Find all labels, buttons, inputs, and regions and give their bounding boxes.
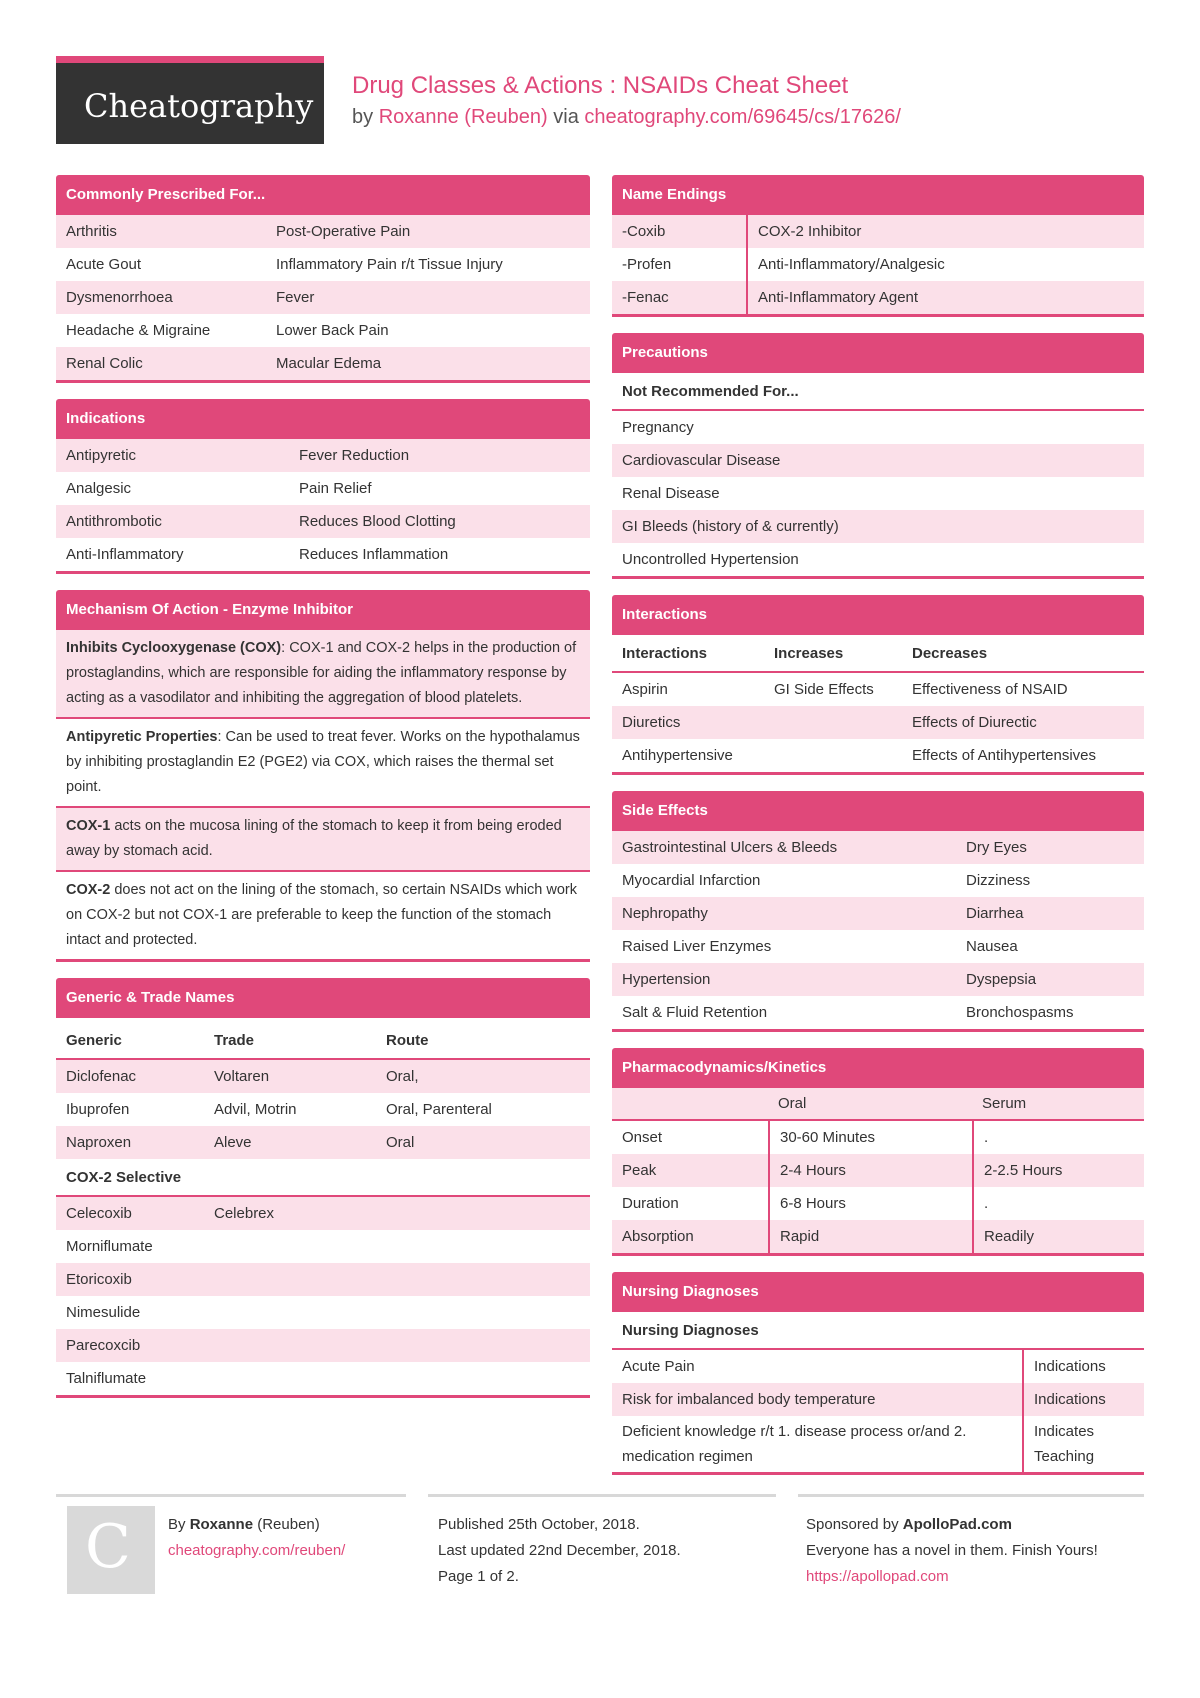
footer-divider [798,1494,1144,1497]
sheet-url-link[interactable]: cheatography.com/69645/cs/17626/ [584,106,901,128]
precautions-subheading: Not Recommended For... [612,373,1144,411]
table-row [612,673,1144,706]
pharma-box [612,1048,1144,1256]
column-header: Route [386,1031,429,1049]
precautions-box [612,333,1144,579]
table-row [56,1263,590,1296]
table-row [56,1329,590,1362]
column-header: Increases [774,644,844,662]
column-header: Generic [66,1031,122,1049]
description: does not act on the lining of the stomach, so certain NSAIDs which work on COX-2 but not COX-1 are preferable to keep the function of the stomach intact and protected. [66,882,577,948]
table-cell: GI Bleeds (history of & currently) [622,518,839,535]
table-cell: GI Side Effects [774,681,874,698]
side-effects-heading: Side Effects [612,791,1144,831]
list-item [612,444,1144,477]
table-cell: Diclofenac [66,1068,137,1085]
table-row [56,1296,590,1329]
table-cell: Voltaren [214,1068,270,1085]
table-cell: Gastrointestinal Ulcers & Bleeds [622,839,838,856]
table-row [612,897,1144,930]
table-cell: . [984,1129,989,1146]
interactions-box [612,595,1144,775]
column-header: Oral [778,1095,807,1112]
table-cell: Anti-Inflammatory/Analgesic [758,256,945,273]
description: : COX-1 and COX-2 helps in the production of prostaglandins, which are responsible for aiding the inflammatory response by acting as a vasodilator and inhibiting the aggregation of blood platelets. [66,640,577,706]
list-item [612,543,1144,576]
mechanism-paragraph [56,630,590,717]
table-cell: Anti-Inflammatory [66,546,184,563]
table-cell: Morniflumate [66,1238,153,1255]
nursing-subheading: Nursing Diagnoses [612,1312,1144,1350]
side-effects-box [612,791,1144,1032]
table-cell: Acute Gout [66,256,142,273]
table-cell: Rapid [770,1220,974,1253]
left-column [56,175,590,1414]
page-title: Drug Classes & Actions : NSAIDs Cheat Sheet [352,72,849,99]
byline [352,106,901,129]
table-cell: Onset [612,1121,770,1154]
table-cell: Parecoxcib [66,1337,141,1354]
mechanism-heading: Mechanism Of Action - Enzyme Inhibitor [56,590,590,630]
mechanism-box [56,590,590,962]
table-cell: Renal Colic [66,355,143,372]
table-row [56,505,590,538]
nursing-heading: Nursing Diagnoses [612,1272,1144,1312]
table-cell: Reduces Blood Clotting [299,513,456,530]
author-link[interactable]: Roxanne (Reuben) [378,106,548,128]
table-row [56,439,590,472]
table-cell: Dyspepsia [966,971,1037,988]
table-row [56,248,590,281]
table-cell: Renal Disease [622,485,720,502]
table-cell: -Coxib [612,215,748,248]
footer-author [168,1512,345,1564]
table-cell: Bronchospasms [966,1004,1074,1021]
table-cell: Oral [386,1134,415,1151]
table-cell: -Profen [612,248,748,281]
table-cell: Absorption [612,1220,770,1253]
column-header: Trade [214,1031,255,1049]
table-row [612,1220,1144,1253]
byline-via: via [553,106,579,128]
table-row [612,215,1144,248]
table-cell: Hypertension [622,971,711,988]
table-cell: Myocardial Infarction [622,872,761,889]
byline-by: by [352,106,374,128]
table-cell: Diuretics [622,714,681,731]
table-row [56,1197,590,1230]
generic-heading: Generic & Trade Names [56,978,590,1018]
sponsored-by-label: Sponsored by [806,1516,903,1533]
description: : Can be used to treat fever. Works on the hypothalamus by inhibiting prostaglandin E2 (PGE2) via COX, which raises the thermal set point. [66,729,580,795]
table-row [612,1121,1144,1154]
table-cell: Indications [1034,1358,1106,1375]
table-cell: Antipyretic [66,447,137,464]
table-row [612,1416,1144,1472]
endings-box [612,175,1144,317]
term: COX-2 [66,882,111,898]
table-cell: Antihypertensive [622,747,733,764]
table-cell: Ibuprofen [66,1101,130,1118]
table-cell: Pregnancy [622,419,694,436]
table-cell: Indicates Teaching [1034,1423,1095,1465]
table-cell: Peak [612,1154,770,1187]
table-cell: Etoricoxib [66,1271,132,1288]
table-cell: COX-2 Inhibitor [758,223,862,240]
generic-box [56,978,590,1398]
table-row [56,538,590,571]
table-cell: Dysmenorrhoea [66,289,173,306]
table-cell: Headache & Migraine [66,322,211,339]
page-number: Page 1 of 2. [438,1568,519,1585]
table-cell: Advil, Motrin [214,1101,297,1118]
table-cell: Fever [276,289,315,306]
table-row [56,1230,590,1263]
prescribed-box [56,175,590,383]
table-cell: Naproxen [66,1134,132,1151]
pharma-heading: Pharmacodynamics/Kinetics [612,1048,1144,1088]
table-cell: 6-8 Hours [770,1187,974,1220]
table-cell: Fever Reduction [299,447,410,464]
sponsor-link[interactable]: https://apollopad.com [806,1568,949,1585]
table-cell: Raised Liver Enzymes [622,938,772,955]
table-cell: Celecoxib [66,1205,132,1222]
table-row [612,930,1144,963]
table-cell: Celebrex [214,1205,275,1222]
table-row [56,215,590,248]
updated-date: Last updated 22nd December, 2018. [438,1542,681,1559]
table-cell: 2-2.5 Hours [984,1162,1063,1179]
table-cell: Effects of Diurectic [912,714,1037,731]
table-cell: Aleve [214,1134,252,1151]
interactions-column-headers [612,635,1144,673]
table-cell: 2-4 Hours [770,1154,974,1187]
prescribed-heading: Commonly Prescribed For... [56,175,590,215]
table-cell: -Fenac [612,281,748,314]
nursing-box [612,1272,1144,1475]
term: Inhibits Cyclooxygenase (COX) [66,640,282,656]
table-cell: Anti-Inflammatory Agent [758,289,919,306]
table-row [56,347,590,380]
table-row [612,963,1144,996]
column-header: Decreases [912,644,988,662]
table-row [56,1093,590,1126]
table-row [612,1154,1144,1187]
indications-box [56,399,590,574]
interactions-heading: Interactions [612,595,1144,635]
table-cell: Pain Relief [299,480,372,497]
table-cell: Dizziness [966,872,1031,889]
mechanism-paragraph [56,717,590,806]
table-cell: . [984,1195,989,1212]
table-cell: Reduces Inflammation [299,546,449,563]
table-row [56,314,590,347]
table-cell: 30-60 Minutes [770,1121,974,1154]
table-row [612,831,1144,864]
logo-text: Cheatography [84,87,314,125]
table-cell: Nausea [966,938,1018,955]
table-row [612,1350,1144,1383]
list-item [612,510,1144,543]
author-avatar[interactable] [67,1506,155,1594]
mechanism-paragraph [56,870,590,959]
footer-author-name: Roxanne [189,1516,254,1533]
table-cell: Risk for imbalanced body temperature [612,1383,1024,1416]
term: Antipyretic Properties [66,729,218,745]
table-cell: Indications [1034,1391,1106,1408]
table-cell: Acute Pain [612,1350,1024,1383]
footer-author-handle: (Reuben) [253,1516,320,1533]
table-cell: Oral, Parenteral [386,1101,492,1118]
table-cell: Effectiveness of NSAID [912,681,1068,698]
table-cell: Dry Eyes [966,839,1027,856]
footer-by: By [168,1516,186,1533]
table-row [56,1362,590,1395]
footer-divider [56,1494,406,1497]
table-cell: Salt & Fluid Retention [622,1004,768,1021]
precautions-heading: Precautions [612,333,1144,373]
table-cell: Nimesulide [66,1304,141,1321]
table-cell: Deficient knowledge r/t 1. disease process or/and 2. medication regimen [612,1416,1024,1472]
table-cell: Diarrhea [966,905,1024,922]
table-cell: Nephropathy [622,905,708,922]
indications-heading: Indications [56,399,590,439]
table-row [612,706,1144,739]
table-cell: Antithrombotic [66,513,162,530]
published-date: Published 25th October, 2018. [438,1516,640,1533]
endings-heading: Name Endings [612,175,1144,215]
column-header: Serum [982,1095,1027,1112]
footer-dates [438,1512,681,1590]
table-cell: Oral, [386,1068,419,1085]
table-cell: Arthritis [66,223,117,240]
list-item [612,411,1144,444]
description: acts on the mucosa lining of the stomach to keep it from being eroded away by stomach acid. [66,818,562,859]
sponsor-tagline: Everyone has a novel in them. Finish Yours! [806,1542,1098,1559]
footer-divider [428,1494,776,1497]
avatar-letter: C [85,1512,131,1582]
table-cell: Aspirin [622,681,668,698]
right-column [612,175,1144,1491]
table-cell: Lower Back Pain [276,322,389,339]
cheatography-logo[interactable] [56,56,324,144]
term: COX-1 [66,818,111,834]
table-row [612,864,1144,897]
table-row [612,739,1144,772]
list-item [612,477,1144,510]
table-cell: Talniflumate [66,1370,147,1387]
table-cell: Post-Operative Pain [276,223,411,240]
table-row [56,1126,590,1159]
footer-author-link[interactable]: cheatography.com/reuben/ [168,1542,346,1559]
table-cell: Cardiovascular Disease [622,452,781,469]
table-cell: Uncontrolled Hypertension [622,551,799,568]
table-row [56,472,590,505]
table-cell: Effects of Antihypertensives [912,747,1096,764]
table-row [612,281,1144,314]
sponsor-name[interactable]: ApolloPad.com [902,1516,1012,1533]
footer-sponsor [806,1512,1098,1590]
table-cell: Duration [612,1187,770,1220]
table-row [56,281,590,314]
pharma-column-headers [612,1088,1144,1121]
mechanism-paragraph [56,806,590,870]
table-row [612,248,1144,281]
table-cell: Analgesic [66,480,132,497]
table-row [56,1060,590,1093]
table-row [612,1383,1144,1416]
table-row [612,1187,1144,1220]
table-cell: Macular Edema [276,355,382,372]
generic-column-headers [56,1022,590,1060]
table-row [612,996,1144,1029]
cox2-subheading: COX-2 Selective [56,1159,590,1197]
column-header: Interactions [622,644,708,662]
table-cell: Inflammatory Pain r/t Tissue Injury [276,256,503,273]
table-cell: Readily [984,1228,1035,1245]
